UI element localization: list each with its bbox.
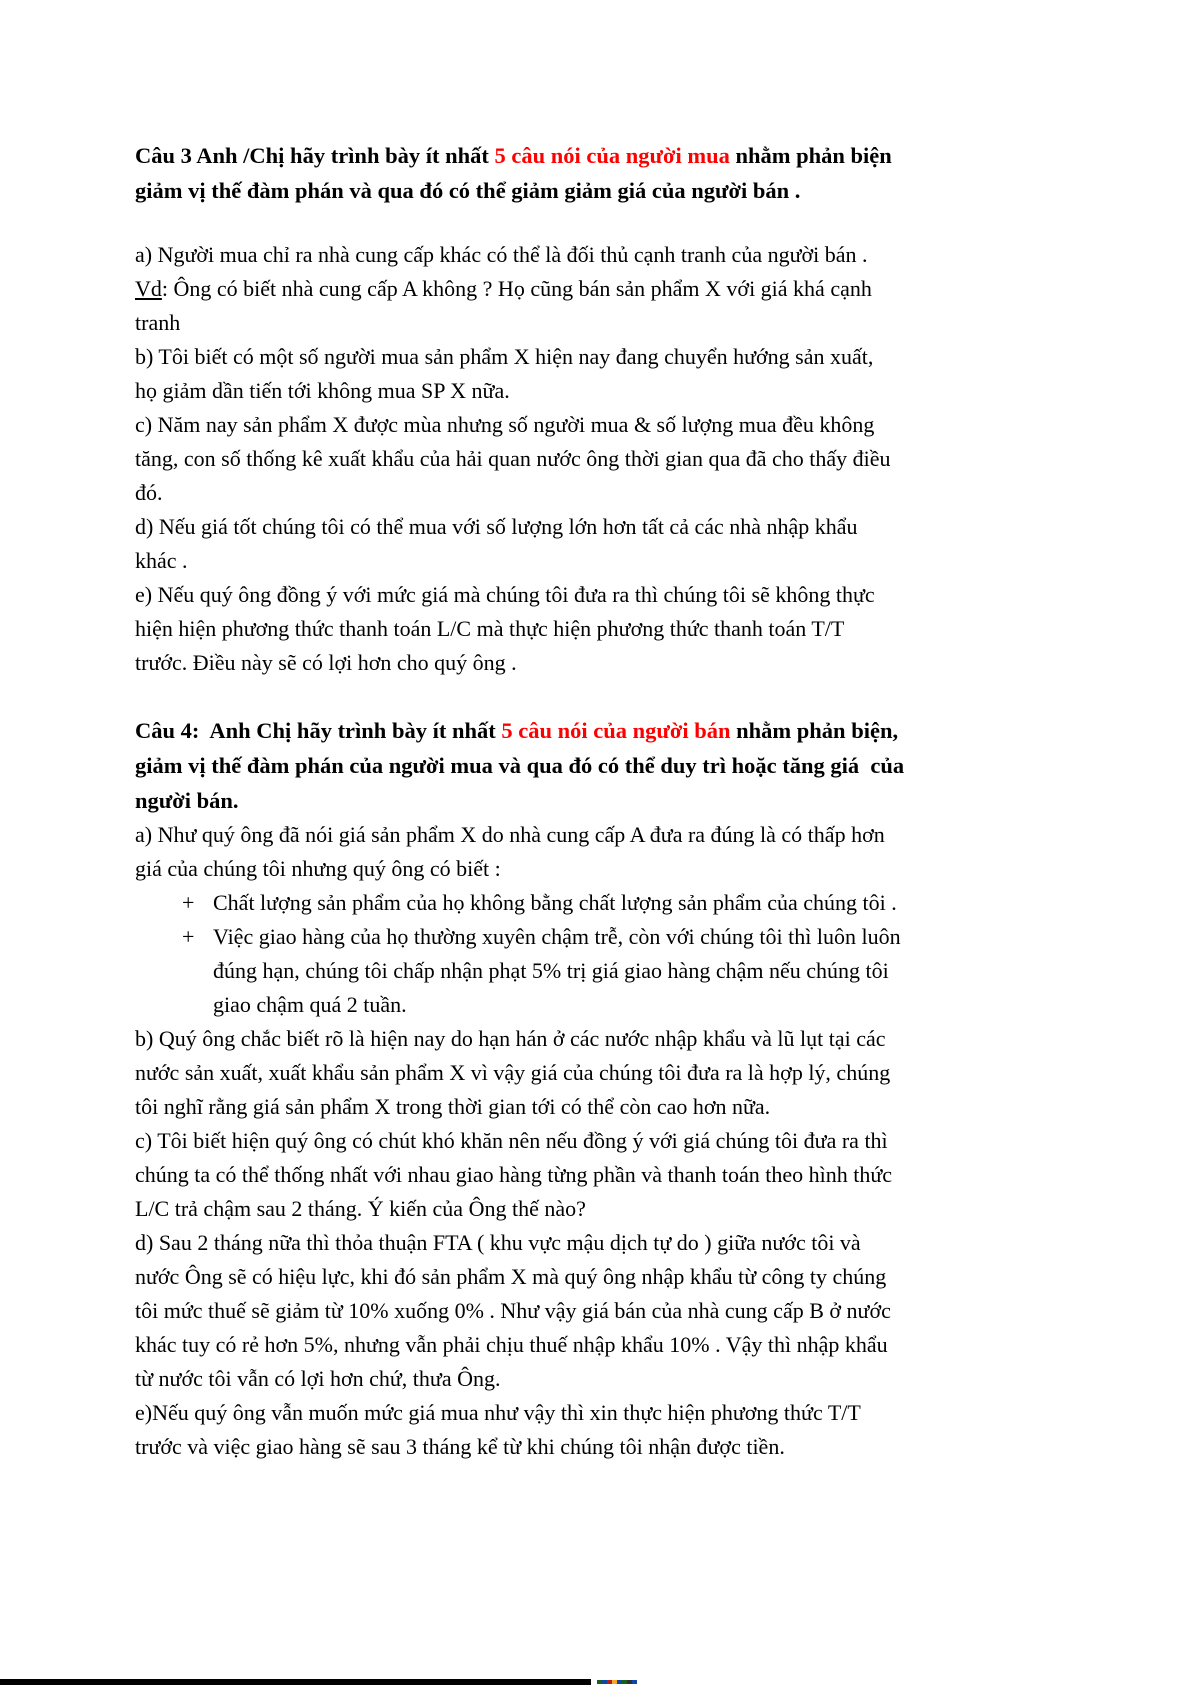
- cau3-body: [135, 238, 1080, 680]
- text-line: [135, 818, 1080, 852]
- text-line: [135, 408, 1080, 442]
- plus-bullet: +: [182, 924, 195, 949]
- text-line: [135, 272, 1080, 306]
- text-line: [135, 1124, 1080, 1158]
- text-line: [135, 612, 1080, 646]
- text-line: [135, 173, 1080, 208]
- text-line: [135, 578, 1080, 612]
- text-line: [135, 138, 1080, 173]
- text-segment: tranh: [135, 310, 181, 335]
- text-line: [135, 442, 1080, 476]
- text-segment: hiện hiện phương thức thanh toán L/C mà thực hiện phương thức thanh toán T/T: [135, 616, 845, 641]
- text-line: [135, 544, 1080, 578]
- plus-bullet: +: [182, 890, 195, 915]
- text-segment: tăng, con số thống kê xuất khẩu của hải quan nước ông thời gian qua đã cho thấy điều: [135, 446, 891, 471]
- text-segment: d) Nếu giá tốt chúng tôi có thể mua với số lượng lớn hơn tất cả các nhà nhập khẩu: [135, 514, 858, 539]
- text-line: [135, 1362, 1080, 1396]
- text-line: [135, 713, 1080, 748]
- text-line: [135, 852, 1080, 886]
- text-segment: trước. Điều này sẽ có lợi hơn cho quý ông .: [135, 650, 517, 675]
- text-line: [135, 1294, 1080, 1328]
- text-segment: : Ông có biết nhà cung cấp A không ? Họ cũng bán sản phẩm X với giá khá cạnh: [161, 276, 872, 301]
- text-segment: nhằm phản biện,: [730, 718, 899, 743]
- text-segment: Chất lượng sản phẩm của họ không bằng chất lượng sản phẩm của chúng tôi .: [213, 890, 897, 915]
- text-segment: c) Tôi biết hiện quý ông có chút khó khăn nên nếu đồng ý với giá chúng tôi đưa ra thì: [135, 1128, 888, 1153]
- text-segment: d) Sau 2 tháng nữa thì thỏa thuận FTA ( khu vực mậu dịch tự do ) giữa nước tôi và: [135, 1230, 861, 1255]
- text-line: [135, 306, 1080, 340]
- text-line: [135, 1056, 1080, 1090]
- text-segment: b) Tôi biết có một số người mua sản phẩm X hiện nay đang chuyển hướng sản xuất,: [135, 344, 874, 369]
- text-segment: nước sản xuất, xuất khẩu sản phẩm X vì vậy giá của chúng tôi đưa ra là hợp lý, chúng: [135, 1060, 891, 1085]
- text-segment: a) Như quý ông đã nói giá sản phẩm X do nhà cung cấp A đưa ra đúng là có thấp hơn: [135, 822, 885, 847]
- text-segment: khác tuy có rẻ hơn 5%, nhưng vẫn phải chịu thuế nhập khẩu 10% . Vậy thì nhập khẩu: [135, 1332, 888, 1357]
- text-segment: e) Nếu quý ông đồng ý với mức giá mà chúng tôi đưa ra thì chúng tôi sẽ không thực: [135, 582, 875, 607]
- text-segment: trước và việc giao hàng sẽ sau 3 tháng kể từ khi chúng tôi nhận được tiền.: [135, 1434, 785, 1459]
- text-segment: Câu 4: Anh Chị hãy trình bày ít nhất: [135, 718, 502, 743]
- text-segment: đó.: [135, 480, 163, 505]
- text-segment: 5 câu nói của người bán: [501, 718, 731, 743]
- text-segment: khác .: [135, 548, 188, 573]
- cau4-body: [135, 818, 1080, 1464]
- text-segment: tôi mức thuế sẽ giảm từ 10% xuống 0% . Như vậy giá bán của nhà cung cấp B ở nước: [135, 1298, 891, 1323]
- text-line: [135, 748, 1080, 783]
- text-segment: a) Người mua chỉ ra nhà cung cấp khác có thể là đối thủ cạnh tranh của người bán .: [135, 242, 868, 267]
- text-line: [135, 988, 1080, 1022]
- text-segment: giảm vị thế đàm phán của người mua và qua đó có thể duy trì hoặc tăng giá của: [135, 753, 905, 778]
- text-segment: e)Nếu quý ông vẫn muốn mức giá mua như vậy thì xin thực hiện phương thức T/T: [135, 1400, 861, 1425]
- text-segment: Vd: [135, 276, 162, 301]
- text-line: [135, 476, 1080, 510]
- text-line: [135, 1192, 1080, 1226]
- text-segment: nước Ông sẽ có hiệu lực, khi đó sản phẩm X mà quý ông nhập khẩu từ công ty chúng: [135, 1264, 887, 1289]
- text-segment: nhằm phản biện: [729, 143, 892, 168]
- text-segment: đúng hạn, chúng tôi chấp nhận phạt 5% trị giá giao hàng chậm nếu chúng tôi: [213, 958, 889, 983]
- text-segment: L/C trả chậm sau 2 tháng. Ý kiến của Ông thế nào?: [135, 1196, 586, 1221]
- text-line: [135, 340, 1080, 374]
- text-line: [135, 1090, 1080, 1124]
- text-segment: Câu 3 Anh /Chị hãy trình bày ít nhất: [135, 143, 495, 168]
- text-line: [135, 374, 1080, 408]
- text-segment: họ giảm dần tiến tới không mua SP X nữa.: [135, 378, 510, 403]
- text-segment: 5 câu nói của người mua: [494, 143, 730, 168]
- footer-accent-strip: [597, 1680, 637, 1684]
- text-line: [135, 238, 1080, 272]
- text-segment: b) Quý ông chắc biết rõ là hiện nay do hạn hán ở các nước nhập khẩu và lũ lụt tại các: [135, 1026, 886, 1051]
- text-segment: Việc giao hàng của họ thường xuyên chậm trễ, còn với chúng tôi thì luôn luôn: [213, 924, 901, 949]
- text-line: [135, 1396, 1080, 1430]
- footer-bar: [0, 1679, 591, 1685]
- text-segment: giảm vị thế đàm phán và qua đó có thể giảm giảm giá của người bán .: [135, 178, 801, 203]
- text-line: [135, 1260, 1080, 1294]
- text-line: [135, 646, 1080, 680]
- text-line: [135, 1022, 1080, 1056]
- accent-segment: [632, 1680, 637, 1684]
- text-line: [135, 1226, 1080, 1260]
- text-line: [135, 1328, 1080, 1362]
- cau4-heading: [135, 713, 1080, 818]
- text-line: [135, 783, 1080, 818]
- cau3-heading: [135, 138, 1080, 208]
- text-line: [135, 1158, 1080, 1192]
- text-segment: từ nước tôi vẫn có lợi hơn chứ, thưa Ông.: [135, 1366, 501, 1391]
- text-segment: người bán.: [135, 788, 239, 813]
- text-segment: chúng ta có thể thống nhất với nhau giao hàng từng phần và thanh toán theo hình thức: [135, 1162, 893, 1187]
- text-segment: tôi nghĩ rằng giá sản phẩm X trong thời gian tới có thể còn cao hơn nữa.: [135, 1094, 771, 1119]
- text-segment: c) Năm nay sản phẩm X được mùa nhưng số người mua & số lượng mua đều không: [135, 412, 875, 437]
- text-segment: giá của chúng tôi nhưng quý ông có biết :: [135, 856, 501, 881]
- text-line: [135, 920, 1080, 954]
- text-segment: giao chậm quá 2 tuần.: [213, 992, 407, 1017]
- text-line: [135, 954, 1080, 988]
- text-line: [135, 510, 1080, 544]
- text-line: [135, 1430, 1080, 1464]
- text-line: [135, 886, 1080, 920]
